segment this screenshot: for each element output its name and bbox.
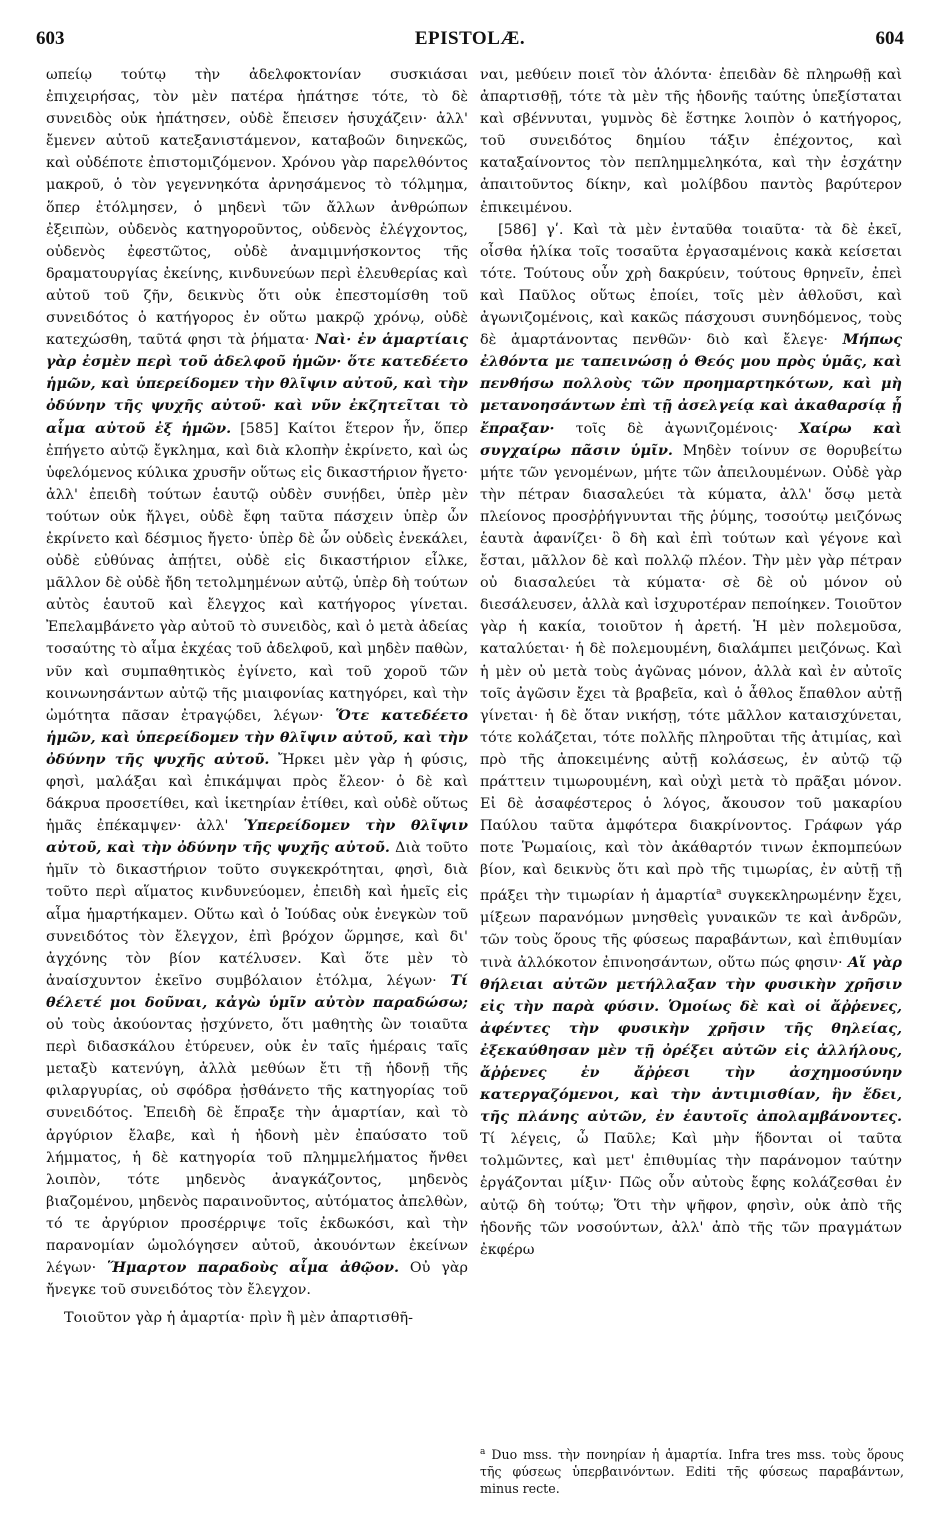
scripture-quote: Χαίρω καὶ συγχαίρω πᾶσιν ὑμῖν. <box>480 419 902 459</box>
scripture-quote: Αἵ γὰρ θήλειαι αὐτῶν μετήλλαξαν τὴν φυσικὴν χρῆσιν εἰς τὴν παρὰ φύσιν. Ὁμοίως δὲ καὶ οἱ ἄῤῥενες, ἀφέντες τὴν φυσικὴν χρῆσιν τῆς θηλείας, ἐξεκαύθησαν μὲν τῇ ὀρέξει αὐτῶν εἰς ἀλλήλους, ἄῤῥενες ἐν ἄῤῥεσι τὴν ἀσχημοσύνην κατεργαζόμενοι, καὶ τὴν ἀντιμισθίαν, ἣν ἔδει, τῆς πλάνης αὐτῶν, ἐν ἑαυτοῖς ἀπολαμβάνοντες. <box>480 953 902 1126</box>
body-text: [586] γʹ. Καὶ τὰ μὲν ἐνταῦθα τοιαῦτα· τὰ δὲ ἐκεῖ, οἶσθα ἡλίκα τοῖς τοσαῦτα ἐργασαμένοις κακὰ κείσεται τότε. Τούτους οὖν χρὴ δακρύειν, τούτους θρηνεῖν, ἐπεὶ καὶ Παῦλος οὕτως ἐποίει, τοῖς μὲν ἀθλοῦσι, καὶ ἀγωνιζομένοις, καὶ κακῶς πάσχουσι συνηδόμενος, τοὺς δὲ ἁμαρτάνοντας πενθῶν· διὸ καὶ ἔλεγε· <box>480 221 902 349</box>
left-column <box>46 64 468 1329</box>
scripture-quote: Ἥμαρτον παραδοὺς αἷμα ἀθῷον. <box>107 1259 399 1277</box>
body-text: Τί λέγεις, ὦ Παῦλε; Καὶ μὴν ἥδονται οἱ ταῦτα τολμῶντες, καὶ μετ' ἐπιθυμίας τὴν παράνομον ταύτην ἐργάζονται μίξιν· Πῶς οὖν αὐτοὺς ἔφης κολάζεσθαι ἐν αὐτῷ δὴ τούτῳ; Ὅτι τὴν ψῆφον, φησὶν, οὐκ ἀπὸ τῆς ἡδονῆς τῶν νοσούντων, ἀλλ' ἀπὸ τῆς τῶν πραγμάτων ἐκφέρω <box>480 1131 902 1258</box>
body-text: Μηδὲν τοίνυν σε θορυβείτω μήτε τῶν γενομένων, μήτε τῶν ἀπειλουμένων. Οὐδὲ γὰρ τὴν πέτραν διασαλεύει τὰ κύματα, ἀλλ' ὅσῳ μετὰ πλείονος προσῤῥήγνυνται τῆς ῥύμης, τοσούτῳ μειζόνως ἑαυτὰ ἀφανίζει· ὃ δὴ καὶ ἐπὶ τούτων καὶ γέγονε καὶ ἔσται, μᾶλλον δὲ καὶ πολλῷ πλέον. Τὴν μὲν γὰρ πέτραν οὐ διασαλεύει τὰ κύματα· σὲ δὲ οὐ μόνον οὐ διεσάλευσεν, ἀλλὰ καὶ ἰσχυροτέραν πεποίηκεν. Τοιοῦτον γὰρ ἡ κακία, τοιοῦτον ἡ ἀρετή. Ἡ μὲν πολεμοῦσα, καταλύεται· ἡ δὲ πολεμουμένη, διαλάμπει μειζόνως. Καὶ ἡ μὲν οὐ μετὰ τοὺς ἀγῶνας μόνον, ἀλλὰ καὶ ἐν αὐτοῖς τοῖς ἀγῶσιν ἔχει τὰ βραβεῖα, καὶ ὁ ἆθλος ἔπαθλον αὐτῇ γίνεται· ἡ δὲ ὅταν νικήσῃ, τότε μᾶλλον καταισχύνεται, τότε κολάζεται, τότε πολλῆς πληροῦται τῆς ἀτιμίας, καὶ πρὸ τῆς ἀποκειμένης αὐτῇ κολάσεως, ἐν αὐτῷ τῷ πράττειν τιμωρουμένη, καὶ οὐχὶ μετὰ τὸ πρᾶξαι μόνον. Εἰ δὲ ἀσαφέστερος ὁ λόγος, ἄκουσον τοῦ μακαρίου Παύλου ταῦτα ἀμφότερα διακρίνοντος. Γράφων γάρ ποτε Ῥωμαίοις, καὶ τὸν ἀκάθαρτόν τινων ἐκπομπεύων βίον, καὶ δεικνὺς ὅτι καὶ πρὸ τῆς τιμωρίας, ἐν αὐτῇ τῇ πράξει τὴν τιμωρίαν ἡ ἁμαρτία <box>480 442 902 905</box>
scripture-quote: Ναὶ· ἐν ἁμαρτίαις γὰρ ἐσμὲν περὶ τοῦ ἀδελφοῦ ἡμῶν· ὅτε κατεδέετο ἡμῶν, καὶ ὑπερείδομεν τὴν θλῖψιν αὐτοῦ, καὶ τὴν ὀδύνην τῆς ψυχῆς αὐτοῦ· καὶ νῦν ἐκζητεῖται τὸ αἷμα αὐτοῦ ἐξ ἡμῶν. <box>46 331 469 437</box>
body-text: ναι, μεθύειν ποιεῖ τὸν ἁλόντα· ἐπειδὰν δὲ πληρωθῇ καὶ ἀπαρτισθῇ, τότε τὰ μὲν τῆς ἡδονῆς ταύτης ὑπεξίσταται καὶ σβέννυται, γυμνὸς δὲ ἕστηκε λοιπὸν ὁ κατήγορος, τοῦ συνειδότος δημίου τάξιν ἐπέχοντος, καὶ καταξαίνοντος τὸν πεπλημμεληκότα, καὶ τὴν ἐσχάτην ἀπαιτοῦντος δίκην, καὶ μολίβδου παντὸς βαρύτερον ἐπικειμένου. <box>480 67 902 216</box>
body-text: Οὐ γὰρ ἤνεγκε τοῦ συνειδότος τὸν ἔλεγχον. <box>46 1260 468 1299</box>
body-text: οὐ τοὺς ἀκούοντας ᾐσχύνετο, ὅτι μαθητὴς ὢν τοιαῦτα περὶ διδασκάλου ἐτύρευεν, οὐκ ἐν ταῖς ἡμέραις ταῖς μεταξὺ κατενύγη, ἀλλὰ μεθύων ἔτι τῇ ἡδονῇ τῆς φιλαργυρίας, οὐ σφόδρα ᾐσθάνετο τῆς κατηγορίας τοῦ συνειδότος. Ἐπειδὴ δὲ ἔπραξε τὴν ἁμαρτίαν, καὶ τὸ ἀργύριον ἔλαβε, καὶ ἡ ἡδονὴ μὲν ἐπαύσατο τοῦ λήμματος, ἡ δὲ κατηγορία τοῦ πλημμελήματος ἤνθει λοιπὸν, τότε μηδενὸς ἀναγκάζοντος, μηδενὸς βιαζομένου, μηδενὸς παραινοῦντος, αὐτόματος ἀπελθὼν, τό τε ἀργύριον προσέρριψε τοῖς ἐκδωκόσι, καὶ τὴν παρανομίαν ὡμολόγησεν αὐτοῦ, ἀκουόντων ἐκείνων λέγων· <box>46 1017 468 1277</box>
scripture-quote: Μήπως ἐλθόντα με ταπεινώσῃ ὁ Θεός μου πρὸς ὑμᾶς, καὶ πενθήσω πολλοὺς τῶν προημαρτηκότων, καὶ μὴ μετανοησάντων ἐπὶ τῇ ἀσελγείᾳ καὶ ἀκαθαρσίᾳ ᾗ ἔπραξαν· <box>480 331 902 437</box>
right-page-number: 604 <box>875 28 904 49</box>
scripture-quote: Τί θέλετέ μοι δοῦναι, κἀγὼ ὑμῖν αὐτὸν παραδώσω; <box>46 971 468 1011</box>
scripture-quote: Ὑπερείδομεν τὴν θλῖψιν αὐτοῦ, καὶ τὴν ὀδύνην τῆς ψυχῆς αὐτοῦ. <box>46 817 469 857</box>
footnote-marker: a <box>716 887 722 898</box>
paragraph <box>46 1307 468 1329</box>
body-text: ωπείῳ τούτῳ τὴν ἀδελφοκτονίαν συσκιάσαι ἐπιχειρήσας, τὸν μὲν πατέρα ἠπάτησε τότε, τὸ δὲ συνειδὸς οὐκ ἠπάτησεν, οὐδὲ ἔπεισεν ἡσυχάζειν· ἀλλ' ἔμενεν αὐτοῦ κατεξανιστάμενον, καταβοῶν διηνεκῶς, καὶ οὐδέποτε ἐπιστομιζόμενον. Χρόνου γὰρ παρελθόντος μακροῦ, ὁ τὸν γεγεννηκότα ἀρνησάμενος τὸ τόλμημα, ὅπερ ἐτόλμησεν, ὁ μηδενὶ τῶν ἄλλων ἀνθρώπων ἐξειπὼν, οὐδενὸς κατηγοροῦντος, οὐδενὸς ἐλέγχοντος, οὐδενὸς ἐφεστῶτος, οὐδὲ ἀναμιμνήσκοντος τῆς δραματουργίας ἐκείνης, κινδυνεύων περὶ ἐλευθερίας καὶ αὐτοῦ τοῦ ζῆν, δεικνὺς ὅτι οὐκ ἐπεστομίσθη τοῦ συνειδότος ὁ κατήγορος ἐν οὕτω μακρῷ χρόνῳ, οὐδὲ κατεχώσθη, ταῦτά φησι τὰ ῥήματα· <box>46 67 468 349</box>
footnote-mark: a <box>480 1447 486 1457</box>
right-column <box>480 64 902 1261</box>
scripture-quote: Ὅτε κατεδέετο ἡμῶν, καὶ ὑπερείδομεν τὴν θλῖψιν αὐτοῦ, καὶ τὴν ὀδύνην τῆς ψυχῆς αὐτοῦ. <box>46 706 468 768</box>
footnote-text: Duo mss. τὴν πονηρίαν ἡ ἁμαρτία. Infra tres mss. τοὺς ὅρους τῆς φύσεως ὑπερβαινόντων. Editi τῆς φύσεως παραβάντων, minus recte. <box>480 1447 904 1497</box>
paragraph <box>46 64 468 1301</box>
left-page-number: 603 <box>36 28 65 49</box>
body-text: συγκεκληρωμένην ἔχει, μίξεων παρανόμων μνησθεὶς γυναικῶν τε καὶ ἀνδρῶν, τῶν τοὺς ὅρους τῆς φύσεως παραβάντων, καὶ ἐπιθυμίαν τινὰ ἀλλόκοτον ἐπινοησάντων, οὕτω πώς φησιν· <box>480 888 902 971</box>
running-title: EPISTOLÆ. <box>414 28 526 49</box>
body-text: Τοιοῦτον γὰρ ἡ ἁμαρτία· πρὶν ἢ μὲν ἀπαρτισθῆ- <box>64 1310 413 1327</box>
body-text: Ἤρκει μὲν γὰρ ἡ φύσις, φησὶ, μαλάξαι καὶ ἐπικάμψαι πρὸς ἔλεον· ὁ δὲ καὶ δάκρυα προσετίθει, καὶ ἱκετηρίαν ἐτίθει, καὶ οὐδὲ οὕτως ἡμᾶς ἐπέκαμψεν· ἀλλ' <box>46 751 468 835</box>
footnote <box>480 1444 904 1497</box>
paragraph <box>480 64 902 219</box>
body-text: [585] Καίτοι ἕτερον ἦν, ὅπερ ἐπήγετο αὐτῷ ἔγκλημα, καὶ διὰ κλοπὴν ἐκρίνετο, καὶ ὡς ὑφελόμενος κύλικα χρυσῆν οὕτως εἰς δικαστήριον ἤγετο· ἀλλ' ἐπειδὴ τούτων ἑαυτῷ οὐδὲν συνῄδει, ὑπὲρ μὲν τούτων οὐκ ἤλγει, οὐδὲ ἔφη ταῦτα πάσχειν ὑπὲρ ὧν ἐκρίνετο καὶ δέσμιος ἤγετο· ὑπὲρ δὲ ὧν οὐδεὶς ἐνεκάλει, οὐδὲ εὐθύνας ἀπῄτει, οὐδὲ εἰς δικαστήριον εἷλκε, μᾶλλον δὲ οὐδὲ ἤδη τετολμημένων αὐτῷ, ὑπὲρ δὴ τούτων αὐτὸς ἑαυτοῦ καὶ ἔλεγχος καὶ κατήγορος γίνεται. Ἐπελαμβάνετο γὰρ αὐτοῦ τὸ συνειδὸς, καὶ ὁ μετὰ ἀδείας τοσαύτης τὸ αἷμα ἐκχέας τοῦ ἀδελφοῦ, καὶ μηδὲν παθὼν, νῦν καὶ συμπαθητικὸς ἐγίνετο, καὶ τοῦ χοροῦ τῶν κοινωνησάντων αὐτῷ τῆς μιαιφονίας κατηγόρει, καὶ τὴν ὠμότητα πᾶσαν ἐτραγῴδει, λέγων· <box>46 420 468 724</box>
body-text: Διὰ τοῦτο ἡμῖν τὸ δικαστήριον τοῦτο συγκεκρότηται, φησὶ, διὰ τοῦτο περὶ αἵματος κινδυνεύομεν, ἐπειδὴ καὶ ἡμεῖς εἰς αἷμα ἡμαρτήκαμεν. Οὕτω καὶ ὁ Ἰούδας οὐκ ἐνεγκὼν τοῦ συνειδότος τὸν ἔλεγχον, ἐπὶ βρόχον ὥρμησε, καὶ δι' ἀγχόνης τὸν βίον κατέλυσεν. Καὶ ὅτε μὲν τὸ ἀναίσχυντον ἐκεῖνο συμβόλαιον ἐτόλμα, λέγων· <box>46 840 469 989</box>
page-header <box>36 28 904 58</box>
body-text: τοῖς δὲ ἀγωνιζομένοις· <box>575 420 779 437</box>
paragraph <box>480 219 902 1261</box>
